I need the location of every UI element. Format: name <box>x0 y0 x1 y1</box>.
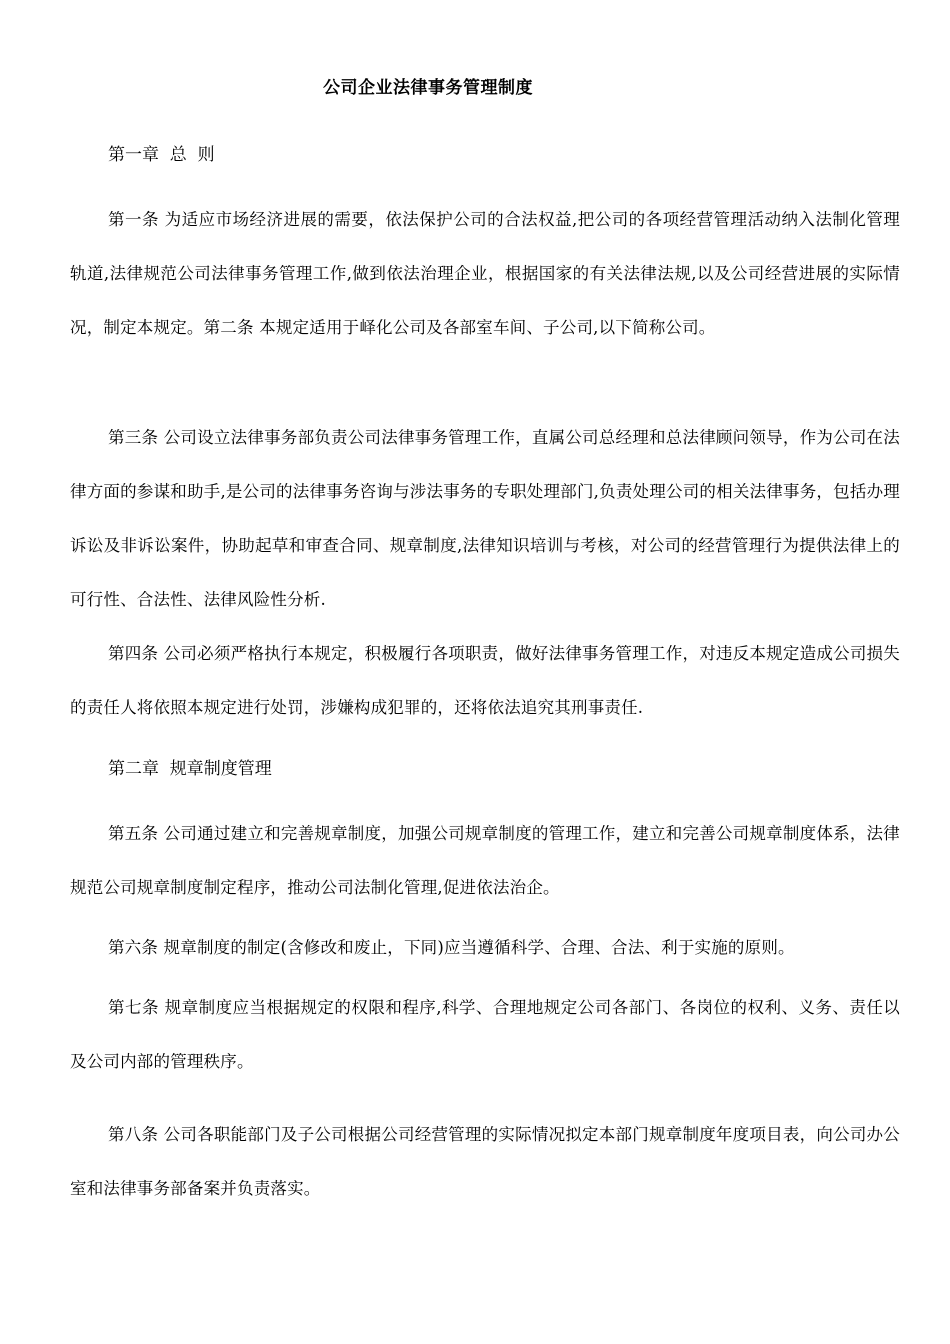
article-1-2-paragraph: 第一条 为适应市场经济进展的需要，依法保护公司的合法权益,把公司的各项经营管理活动纳入法制化管理轨道,法律规范公司法律事务管理工作,做到依法治理企业，根据国家的有关法律法规,以及公司经营进展的实际情况，制定本规定。第二条 本规定适用于峄化公司及各部室车间、子公司,以下简称公司。 <box>70 210 900 337</box>
article-5-paragraph: 第五条 公司通过建立和完善规章制度，加强公司规章制度的管理工作，建立和完善公司规章制度体系，法律规范公司规章制度制定程序，推动公司法制化管理,促进依法治企。 <box>70 824 900 897</box>
article-6-paragraph: 第六条 规章制度的制定(含修改和废止，下同)应当遵循科学、合理、合法、利于实施的原则。 <box>108 938 795 957</box>
article-8-paragraph: 第八条 公司各职能部门及子公司根据公司经营管理的实际情况拟定本部门规章制度年度项目表，向公司办公室和法律事务部备案并负责落实。 <box>70 1125 900 1198</box>
chapter-1-heading: 第一章 总 则 <box>108 145 215 165</box>
article-4-paragraph: 第四条 公司必须严格执行本规定，积极履行各项职责，做好法律事务管理工作，对违反本规定造成公司损失的责任人将依照本规定进行处罚，涉嫌构成犯罪的，还将依法追究其刑事责任. <box>70 644 900 717</box>
chapter-2-heading: 第二章 规章制度管理 <box>108 759 272 779</box>
article-7-paragraph: 第七条 规章制度应当根据规定的权限和程序,科学、合理地规定公司各部门、各岗位的权利、义务、责任以及公司内部的管理秩序。 <box>70 998 900 1071</box>
document-title: 公司企业法律事务管理制度 <box>323 78 533 98</box>
article-3-paragraph: 第三条 公司设立法律事务部负责公司法律事务管理工作，直属公司总经理和总法律顾问领导，作为公司在法律方面的参谋和助手,是公司的法律事务咨询与涉法事务的专职处理部门,负责处理公司的相关法律事务，包括办理诉讼及非诉讼案件，协助起草和审查合同、规章制度,法律知识培训与考核，对公司的经营管理行为提供法律上的可行性、合法性、法律风险性分析. <box>70 428 900 609</box>
